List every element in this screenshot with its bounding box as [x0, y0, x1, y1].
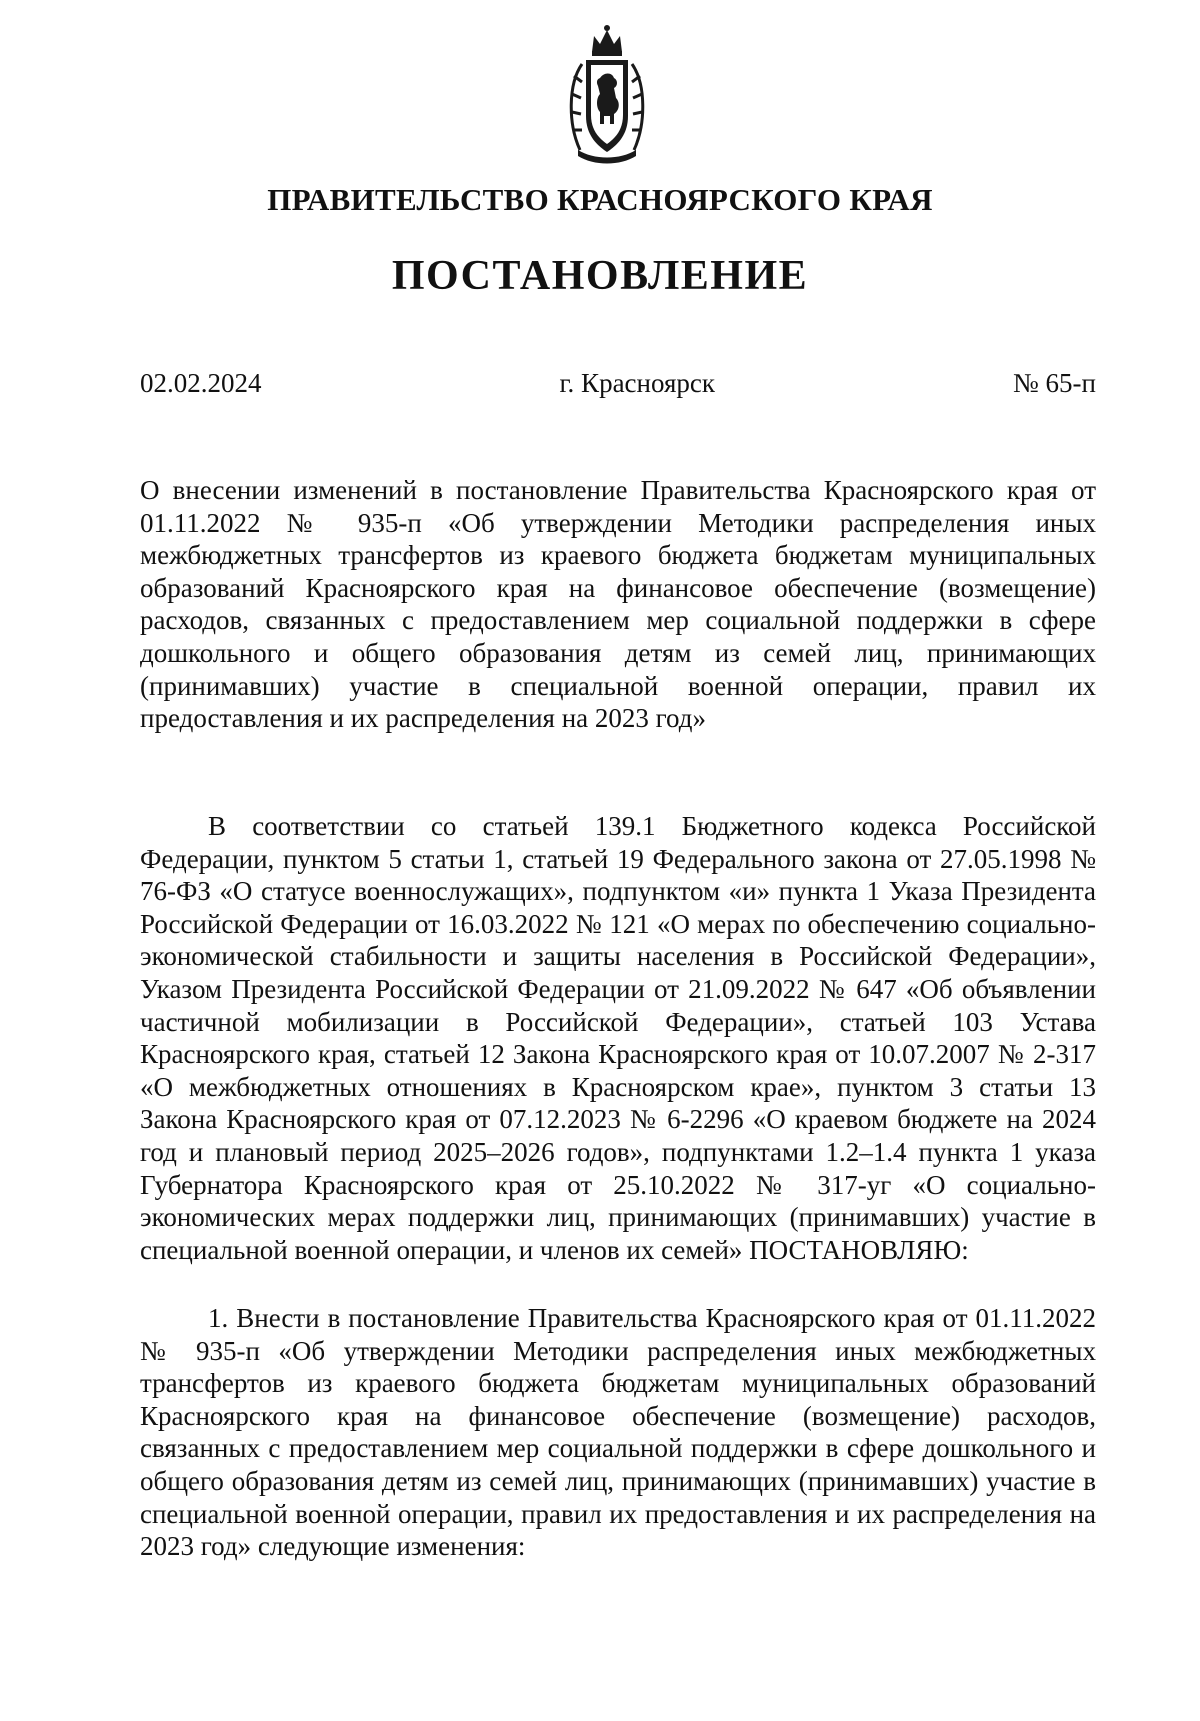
document-city: г. Красноярск: [559, 368, 715, 398]
document-type-heading: ПОСТАНОВЛЕНИЕ: [391, 253, 809, 299]
preamble-paragraph: В соответствии со статьей 139.1 Бюджетного кодекса Российской Федерации, пунктом 5 статьи 1, статьей 19 Федерального закона от 27.05.1998 № 76-ФЗ «О статусе военнослужащих», подпунктом «и» пункта 1 Указа Президента Российской Федерации от 16.03.2022 № 121 «О мерах по обеспечению социально-экономической стабильности и защиты населения в Российской Федерации», Указом Президента Российской Федерации от 21.09.2022 № 647 «Об объявлении частичной мобилизации в Российской Федерации», статьей 103 Устава Красноярского края, статьей 12 Закона Красноярского края от 10.07.2007 № 2-317 «О межбюджетных отношениях в Красноярском крае», пунктом 3 статьи 13 Закона Красноярского края от 07.12.2023 № 6-2296 «О краевом бюджете на 2024 год и плановый период 2025–2026 годов», подпунктами 1.2–1.4 пункта 1 указа Губернатора Красноярского края от 25.10.2022 № 317-уг «О социально-экономических мерах поддержки лиц, принимающих (принимавших) участие в специальной военной операции, и членов их семей» ПОСТАНОВЛЯЮ:: [140, 811, 1096, 1265]
coat-of-arms-icon: [564, 24, 650, 166]
organization-title: ПРАВИТЕЛЬСТВО КРАСНОЯРСКОГО КРАЯ: [267, 182, 933, 217]
document-date: 02.02.2024: [140, 368, 262, 398]
clause-1-paragraph: 1. Внести в постановление Правительства Красноярского края от 01.11.2022 № 935-п «Об утверждении Методики распределения иных межбюджетных трансфертов из краевого бюджета бюджетам муниципальных образований Красноярского края на финансовое обеспечение (возмещение) расходов, связанных с предоставлением мер социальной поддержки в сфере дошкольного и общего образования детям из семей лиц, принимающих (принимавших) участие в специальной военной операции, правил их предоставления и их распределения на 2023 год» следующие изменения:: [140, 1303, 1096, 1562]
document-subject: О внесении изменений в постановление Правительства Красноярского края от 01.11.2022 № 935-п «Об утверждении Методики распределения иных межбюджетных трансфертов из краевого бюджета бюджетам муниципальных образований Красноярского края на финансовое обеспечение (возмещение) расходов, связанных с предоставлением мер социальной поддержки в сфере дошкольного и общего образования детям из семей лиц, принимающих (принимавших) участие в специальной военной операции, правил их предоставления и их распределения на 2023 год»: [140, 475, 1096, 734]
document-meta-row: [140, 368, 1096, 399]
document-number: № 65-п: [1013, 368, 1096, 398]
